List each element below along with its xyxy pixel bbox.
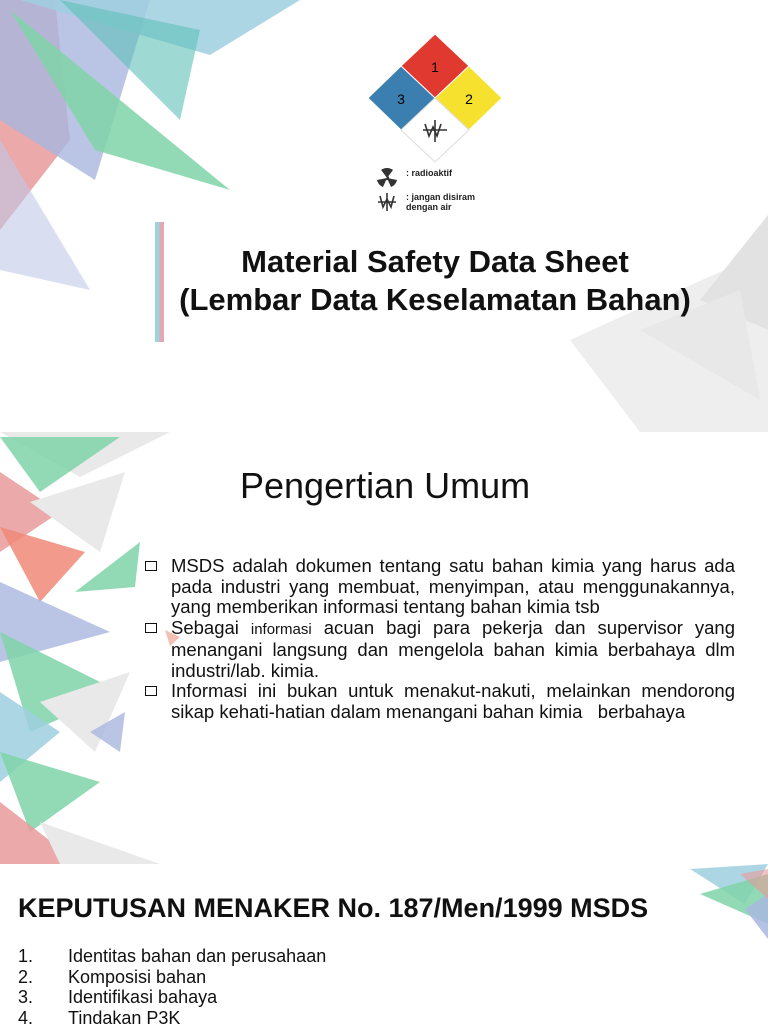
health-value: 3 [397, 91, 405, 107]
list-item [145, 681, 735, 722]
slide-title [0, 0, 768, 432]
slide-pengertian [0, 432, 768, 864]
list-item: 2. Komposisi bahan [18, 967, 326, 988]
list-item: 3. Identifikasi bahaya [18, 987, 326, 1008]
list-item: 4. Tindakan P3K [18, 1008, 326, 1028]
bullet-text: Informasi ini bukan untuk menakut-nakuti, melainkan mendorong sikap kehati-hatian dalam menangani bahan kimia berbahaya [171, 681, 735, 722]
radioactive-icon [376, 168, 398, 188]
title-line-1: Material Safety Data Sheet [150, 243, 720, 281]
slide-title-text [150, 243, 720, 319]
legend-radioactive-label: : radioaktif [406, 168, 452, 178]
legend-no-water-label: : jangan disiram dengan air [406, 192, 496, 212]
checkbox-bullet-icon [145, 686, 157, 696]
section-heading: Pengertian Umum [240, 465, 530, 507]
bullet-text: Sebagai informasi acuan bagi para pekerja dan supervisor yang menangani langsung dan mengelola bahan kimia berbahaya dlm industri/lab. kimia. [171, 618, 735, 682]
checkbox-bullet-icon [145, 561, 157, 571]
title-line-2: (Lembar Data Keselamatan Bahan) [150, 281, 720, 319]
list-item: 1. Identitas bahan dan perusahaan [18, 946, 326, 967]
flammability-value: 1 [431, 59, 439, 75]
checkbox-bullet-icon [145, 623, 157, 633]
reactivity-value: 2 [465, 91, 473, 107]
bullet-text: MSDS adalah dokumen tentang satu bahan kimia yang harus ada pada industri yang membuat, menyimpan, atau menggunakannya, yang memberikan informasi tentang bahan kimia tsb [171, 556, 735, 618]
definition-list [145, 556, 735, 722]
hazard-legend [376, 168, 496, 216]
list-item [145, 556, 735, 618]
no-water-icon [376, 192, 398, 212]
nfpa-diamond [368, 34, 502, 162]
msds-section-list [18, 946, 326, 1028]
list-item [145, 618, 735, 682]
section-heading: KEPUTUSAN MENAKER No. 187/Men/1999 MSDS [18, 893, 648, 924]
